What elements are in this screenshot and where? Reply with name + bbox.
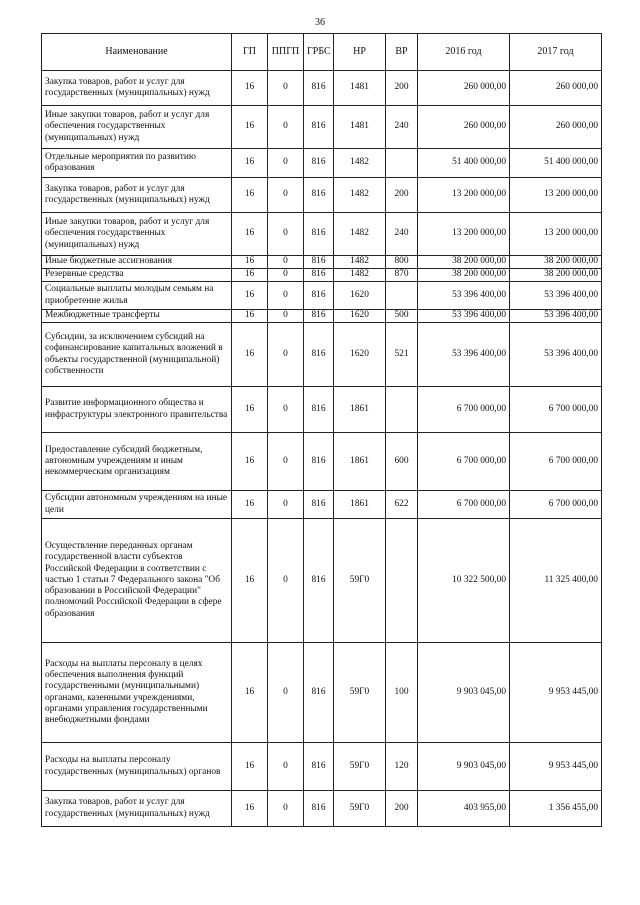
row-name: Закупка товаров, работ и услуг для государственных (муниципальных) нужд [42,791,232,827]
row-2017: 6 700 000,00 [510,433,602,491]
row-gp: 16 [232,269,268,282]
table-row [42,71,602,106]
row-grbs: 816 [304,310,334,323]
row-name: Субсидии автономным учреждениям на иные цели [42,491,232,519]
row-nr: 1481 [334,71,386,106]
row-2017: 9 953 445,00 [510,643,602,743]
row-name: Иные бюджетные ассигнования [42,256,232,269]
header-name: Наименование [42,34,232,71]
row-grbs: 816 [304,149,334,178]
row-2017: 13 200 000,00 [510,213,602,256]
row-2017: 51 400 000,00 [510,149,602,178]
table-row [42,433,602,491]
row-nr: 1482 [334,256,386,269]
row-ppgp: 0 [268,791,304,827]
row-2017: 53 396 400,00 [510,323,602,387]
table-row [42,213,602,256]
row-vr: 622 [386,491,418,519]
row-grbs: 816 [304,256,334,269]
row-name: Закупка товаров, работ и услуг для государственных (муниципальных) нужд [42,178,232,213]
row-vr: 100 [386,643,418,743]
row-vr: 800 [386,256,418,269]
row-nr: 1620 [334,323,386,387]
row-2017: 260 000,00 [510,71,602,106]
table-row [42,643,602,743]
row-grbs: 816 [304,643,334,743]
row-2016: 9 903 045,00 [418,643,510,743]
row-vr: 200 [386,71,418,106]
row-gp: 16 [232,106,268,149]
row-2016: 6 700 000,00 [418,387,510,433]
table-header-row [42,34,602,71]
row-2016: 9 903 045,00 [418,743,510,791]
row-grbs: 816 [304,323,334,387]
row-nr: 1861 [334,491,386,519]
row-name: Социальные выплаты молодым семьям на приобретение жилья [42,282,232,310]
row-2016: 53 396 400,00 [418,310,510,323]
header-vr: ВР [386,34,418,71]
row-name: Осуществление переданных органам государственной власти субъектов Российской Федерации в соответствии с частью 1 статьи 7 Федерального закона "Об образовании в Российской Федерации" полномочий Российской Федерации в сфере образования [42,519,232,643]
table-row [42,791,602,827]
row-2017: 6 700 000,00 [510,491,602,519]
row-ppgp: 0 [268,323,304,387]
table-row [42,106,602,149]
row-vr: 120 [386,743,418,791]
row-nr: 59Г0 [334,743,386,791]
row-name: Предоставление субсидий бюджетным, автономным учреждениям и иным некоммерческим организациям [42,433,232,491]
row-name: Отдельные мероприятия по развитию образования [42,149,232,178]
row-vr: 200 [386,791,418,827]
row-2017: 53 396 400,00 [510,310,602,323]
row-grbs: 816 [304,106,334,149]
row-nr: 1482 [334,213,386,256]
table-row [42,491,602,519]
row-2016: 403 955,00 [418,791,510,827]
row-nr: 59Г0 [334,791,386,827]
row-vr: 870 [386,269,418,282]
row-name: Резервные средства [42,269,232,282]
table-row [42,323,602,387]
row-grbs: 816 [304,213,334,256]
row-nr: 59Г0 [334,519,386,643]
header-2017: 2017 год [510,34,602,71]
row-ppgp: 0 [268,433,304,491]
row-grbs: 816 [304,743,334,791]
row-2017: 6 700 000,00 [510,387,602,433]
header-ppgp: ППГП [268,34,304,71]
row-nr: 1620 [334,310,386,323]
row-nr: 1481 [334,106,386,149]
row-ppgp: 0 [268,71,304,106]
row-grbs: 816 [304,791,334,827]
row-vr: 600 [386,433,418,491]
budget-table [41,33,602,827]
row-2016: 10 322 500,00 [418,519,510,643]
header-2016: 2016 год [418,34,510,71]
row-grbs: 816 [304,178,334,213]
row-ppgp: 0 [268,491,304,519]
table-row [42,387,602,433]
row-vr [386,387,418,433]
table-row [42,149,602,178]
header-gp: ГП [232,34,268,71]
row-2016: 260 000,00 [418,106,510,149]
row-grbs: 816 [304,519,334,643]
row-vr [386,282,418,310]
row-2017: 9 953 445,00 [510,743,602,791]
row-2016: 53 396 400,00 [418,282,510,310]
row-gp: 16 [232,791,268,827]
row-vr [386,149,418,178]
page-number: 36 [315,17,325,28]
row-ppgp: 0 [268,310,304,323]
row-gp: 16 [232,310,268,323]
row-name: Расходы на выплаты персоналу государственных (муниципальных) органов [42,743,232,791]
row-nr: 1861 [334,387,386,433]
row-2017: 13 200 000,00 [510,178,602,213]
row-gp: 16 [232,282,268,310]
row-vr: 240 [386,213,418,256]
row-gp: 16 [232,433,268,491]
row-ppgp: 0 [268,149,304,178]
row-nr: 1620 [334,282,386,310]
row-name: Иные закупки товаров, работ и услуг для обеспечения государственных (муниципальных) нужд [42,213,232,256]
row-gp: 16 [232,743,268,791]
row-gp: 16 [232,519,268,643]
table-row [42,743,602,791]
row-nr: 1861 [334,433,386,491]
row-ppgp: 0 [268,213,304,256]
row-2016: 51 400 000,00 [418,149,510,178]
table-row [42,178,602,213]
row-gp: 16 [232,387,268,433]
row-ppgp: 0 [268,106,304,149]
table-row [42,310,602,323]
row-vr: 240 [386,106,418,149]
row-2017: 53 396 400,00 [510,282,602,310]
row-2016: 38 200 000,00 [418,256,510,269]
table-row [42,256,602,269]
row-vr [386,519,418,643]
row-2016: 6 700 000,00 [418,433,510,491]
row-name: Закупка товаров, работ и услуг для государственных (муниципальных) нужд [42,71,232,106]
row-ppgp: 0 [268,256,304,269]
row-grbs: 816 [304,387,334,433]
row-2016: 13 200 000,00 [418,213,510,256]
row-gp: 16 [232,213,268,256]
row-ppgp: 0 [268,387,304,433]
row-gp: 16 [232,323,268,387]
row-name: Межбюджетные трансферты [42,310,232,323]
row-gp: 16 [232,178,268,213]
row-ppgp: 0 [268,269,304,282]
row-gp: 16 [232,71,268,106]
row-name: Иные закупки товаров, работ и услуг для обеспечения государственных (муниципальных) нужд [42,106,232,149]
row-gp: 16 [232,149,268,178]
row-grbs: 816 [304,269,334,282]
row-2017: 1 356 455,00 [510,791,602,827]
table-row [42,282,602,310]
row-vr: 500 [386,310,418,323]
row-name: Расходы на выплаты персоналу в целях обеспечения выполнения функций государственными (муниципальными) органами, казенными учреждениями, органами управления государственными внебюджетными фондами [42,643,232,743]
row-2017: 38 200 000,00 [510,256,602,269]
row-nr: 59Г0 [334,643,386,743]
row-grbs: 816 [304,71,334,106]
row-gp: 16 [232,256,268,269]
row-gp: 16 [232,491,268,519]
row-name: Субсидии, за исключением субсидий на софинансирование капитальных вложений в объекты государственной (муниципальной) собственности [42,323,232,387]
row-vr: 521 [386,323,418,387]
row-gp: 16 [232,643,268,743]
row-2016: 13 200 000,00 [418,178,510,213]
row-vr: 200 [386,178,418,213]
table-row [42,519,602,643]
header-grbs: ГРБС [304,34,334,71]
table-row [42,269,602,282]
row-nr: 1482 [334,149,386,178]
row-2016: 6 700 000,00 [418,491,510,519]
row-ppgp: 0 [268,643,304,743]
row-2017: 260 000,00 [510,106,602,149]
row-name: Развитие информационного общества и инфраструктуры электронного правительства [42,387,232,433]
row-2017: 11 325 400,00 [510,519,602,643]
row-nr: 1482 [334,178,386,213]
row-ppgp: 0 [268,519,304,643]
row-2016: 260 000,00 [418,71,510,106]
row-2016: 53 396 400,00 [418,323,510,387]
row-ppgp: 0 [268,178,304,213]
row-ppgp: 0 [268,282,304,310]
row-grbs: 816 [304,433,334,491]
row-nr: 1482 [334,269,386,282]
row-grbs: 816 [304,491,334,519]
row-2017: 38 200 000,00 [510,269,602,282]
header-nr: НР [334,34,386,71]
row-grbs: 816 [304,282,334,310]
row-2016: 38 200 000,00 [418,269,510,282]
row-ppgp: 0 [268,743,304,791]
